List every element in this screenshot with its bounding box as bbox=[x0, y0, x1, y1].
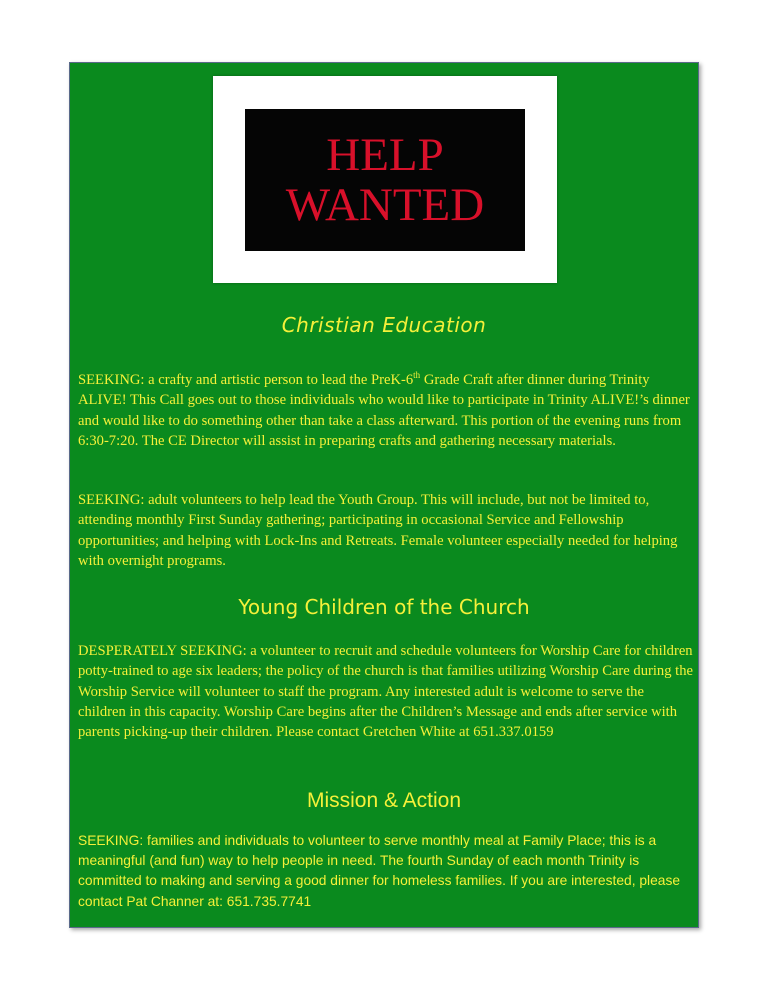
help-wanted-banner bbox=[245, 109, 525, 251]
paragraph-text: Grade Craft after dinner during Trinity ALIVE! This Call goes out to those individuals who would like to participate in Trinity ALIVE!’s dinner and would like to do something other than take a class afterward. This portion of the evening runs from 6:30-7:20. The CE Director will assist in preparing crafts and gathering necessary materials. bbox=[78, 372, 690, 449]
paragraph-family-place: SEEKING: families and individuals to volunteer to serve monthly meal at Family Place; this is a meaningful (and fun) way to help people in need. The fourth Sunday of each month Trinity is committed to making and serving a good dinner for homeless families. If you are interested, please contact Pat Channer at: 651.735.7741 bbox=[78, 833, 681, 909]
banner-frame bbox=[213, 76, 557, 283]
paragraph-text: SEEKING: a crafty and artistic person to lead the PreK-6 bbox=[78, 372, 414, 388]
flyer-page bbox=[69, 62, 699, 928]
heading-christian-education: Christian Education bbox=[281, 313, 487, 337]
superscript-th: th bbox=[413, 370, 421, 381]
paragraph-youth-group: SEEKING: adult volunteers to help lead the Youth Group. This will include, but not be limited to, attending monthly First Sunday gathering; participating in occasional Service and Fellowship opportunities; and helping with Lock-Ins and Retreats. Female volunteer especially needed for helping with overnight programs. bbox=[78, 492, 678, 569]
heading-mission-action: Mission & Action bbox=[306, 789, 462, 812]
heading-young-children: Young Children of the Church bbox=[238, 595, 530, 619]
banner-line-2: WANTED bbox=[285, 179, 485, 231]
banner-line-1: HELP bbox=[326, 129, 444, 181]
paragraph-craft-leader bbox=[78, 370, 694, 451]
paragraph-worship-care: DESPERATELY SEEKING: a volunteer to recruit and schedule volunteers for Worship Care for children potty-trained to age six leaders; the policy of the church is that families utilizing Worship Care during the Worship Service will volunteer to staff the program. Any interested adult is welcome to serve the children in this capacity. Worship Care begins after the Children’s Message and ends after service with parents picking-up their children. Please contact Gretchen White at 651.337.0159 bbox=[78, 643, 693, 741]
